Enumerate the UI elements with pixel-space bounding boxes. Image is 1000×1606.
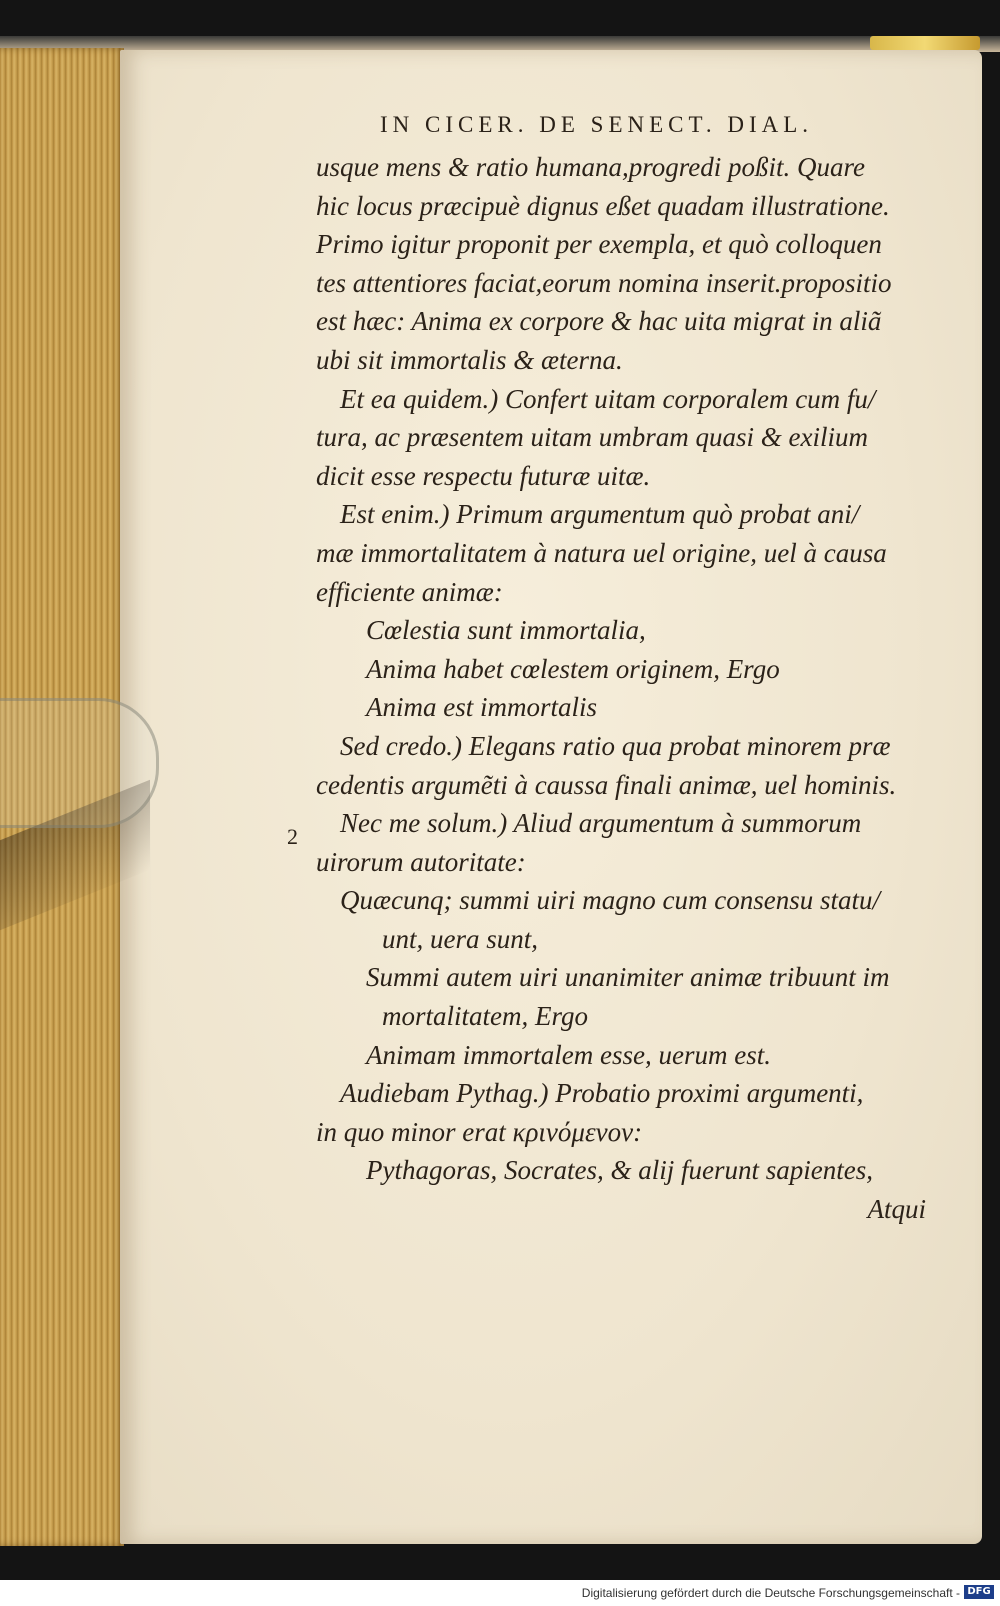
text-line: est hæc: Anima ex corpore & hac uita migrat in aliã	[316, 306, 882, 337]
text-line: Est enim.) Primum argumentum quò probat ani/	[340, 499, 860, 530]
funding-credit: Digitalisierung gefördert durch die Deutsche Forschungsgemeinschaft -	[581, 1586, 960, 1600]
text-line: Summi autem uiri unanimiter animæ tribuunt im	[366, 962, 890, 993]
text-line: Anima habet cœlestem originem, Ergo	[366, 653, 780, 684]
bookmark-ribbon	[870, 36, 980, 50]
text-line: in quo minor erat κρινόμενον:	[316, 1116, 643, 1147]
text-line: Primo igitur proponit per exempla, et quò colloquen	[316, 229, 882, 260]
text-line: Anima est immortalis	[366, 692, 598, 723]
dfg-logo-icon: DFG	[964, 1585, 994, 1599]
text-line: usque mens & ratio humana,progredi poßit. Quare	[316, 152, 865, 182]
marginal-number: 2	[287, 824, 298, 849]
running-header: IN CICER. DE SENECT. DIAL.	[380, 112, 814, 137]
text-line: Et ea quidem.) Confert uitam corporalem cum fu/	[340, 383, 876, 414]
digitization-footer	[0, 1580, 1000, 1606]
text-line: Sed credo.) Elegans ratio qua probat minorem præ	[340, 730, 891, 761]
text-line: Quæcunq; summi uiri magno cum consensu statu/	[340, 885, 880, 916]
text-line: ubi sit immortalis & æterna.	[316, 344, 623, 375]
text-line: cedentis argumẽti à caussa finali animæ, uel hominis.	[316, 769, 897, 800]
text-line: dicit esse respectu futuræ uitæ.	[316, 460, 651, 491]
text-line: unt, uera sunt,	[382, 923, 539, 954]
page-clip	[0, 698, 159, 828]
text-line: tes attentiores faciat,eorum nomina inserit.propositio	[316, 267, 892, 298]
text-line: efficiente animæ:	[316, 576, 503, 607]
text-line: hic locus præcipuè dignus eßet quadam illustratione.	[316, 190, 890, 221]
body-text	[316, 148, 926, 1229]
text-line: uirorum autoritate:	[316, 846, 526, 877]
text-line: tura, ac præsentem uitam umbram quasi & exilium	[316, 422, 868, 453]
text-line: mortalitatem, Ergo	[382, 1001, 588, 1032]
text-line: Animam immortalem esse, uerum est.	[366, 1039, 771, 1070]
text-line: Audiebam Pythag.) Probatio proximi argumenti,	[340, 1078, 864, 1109]
text-line: mæ immortalitatem à natura uel origine, uel à causa	[316, 537, 887, 568]
text-line: Pythagoras, Socrates, & alij fuerunt sapientes,	[366, 1155, 873, 1186]
text-line: Cœlestia sunt immortalia,	[366, 615, 646, 646]
text-line: Nec me solum.) Aliud argumentum à summorum	[340, 808, 862, 839]
catchword: Atqui	[867, 1194, 926, 1225]
